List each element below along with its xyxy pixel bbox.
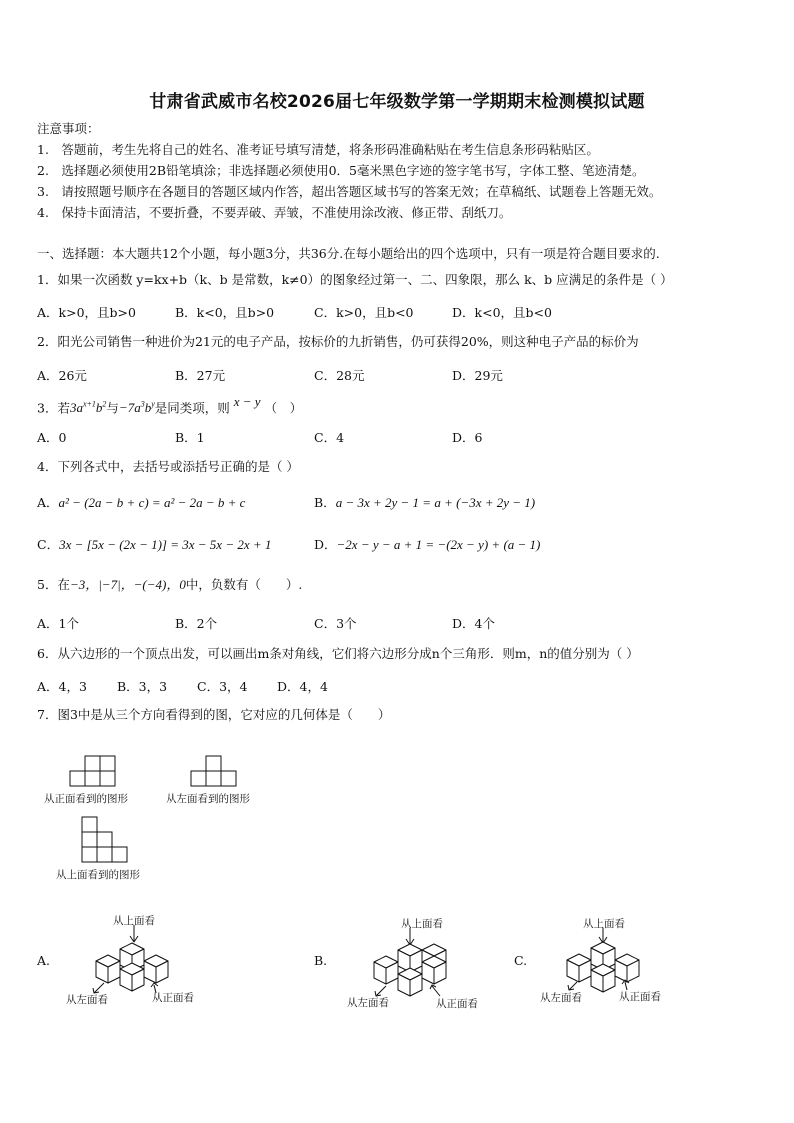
question-1-stem: 1．如果一次函数 y=kx+b（k、b 是常数，k≠0）的图象经过第一、二、四象限，那么 k、b 应满足的条件是（ ） [37, 272, 673, 287]
q2-option-b: B．27元 [175, 368, 226, 383]
notice-item-4: 4. 保持卡面清洁，不要折叠，不要弄破、弄皱，不准使用涂改液、修正带、刮纸刀。 [37, 205, 512, 220]
question-6-stem: 6．从六边形的一个顶点出发，可以画出m条对角线，它们将六边形分成n个三角形．则m，n的值分别为（ ） [37, 646, 639, 661]
q3-mid: 与 [106, 400, 119, 416]
q5-option-d: D．4个 [452, 616, 495, 631]
question-5-stem: 5．在−3，|−7|，−(−4)，0中，负数有（ ）. [37, 577, 303, 592]
q6-option-a: A．4，3 [37, 679, 87, 694]
notice-heading: 注意事项： [37, 121, 100, 136]
q3-stem-pre: 3．若 [37, 400, 70, 416]
notice-item-3: 3. 请按照题号顺序在各题目的答题区域内作答，超出答题区域书写的答案无效；在草稿纸、试题卷上答题无效。 [37, 184, 662, 199]
q7-b-left-label: 从左面看 [347, 997, 389, 1009]
q3-option-d: D．6 [452, 430, 483, 445]
front-view-caption: 从正面看到的图形 [44, 793, 128, 805]
q7-b-top-label: 从上面看 [401, 918, 443, 930]
q2-option-a: A．26元 [37, 368, 87, 383]
q7-option-c-solid [563, 928, 653, 998]
q7-option-a-solid [90, 925, 190, 1000]
q3-option-b: B．1 [175, 430, 205, 445]
q3-term2: $-7a^3b^y$ [118, 400, 155, 416]
q7-c-left-label: 从左面看 [540, 992, 582, 1004]
q3-option-c: C．4 [314, 430, 345, 445]
q1-option-c: C．k>0，且b<0 [314, 305, 414, 320]
notice-item-1: 1. 答题前，考生先将自己的姓名、准考证号填写清楚，将条形码准确粘贴在考生信息条形码粘贴区。 [37, 142, 599, 157]
q1-option-d: D．k<0，且b<0 [452, 305, 552, 320]
q2-option-d: D．29元 [452, 368, 503, 383]
q7-option-c-label: C. [514, 953, 528, 968]
q7-a-front-label: 从正面看 [152, 992, 194, 1004]
q7-option-a-label: A. [37, 953, 51, 968]
q4-option-a: A．a² − (2a − b + c) = a² − 2a − b + c [37, 495, 246, 510]
q3-expr: x − y [233, 394, 261, 410]
q6-option-c: C．3，4 [197, 679, 248, 694]
section-heading: 一、选择题：本大题共12个小题，每小题3分，共36分.在每小题给出的四个选项中，只有一项是符合题目要求的. [37, 246, 660, 261]
q5-option-b: B．2个 [175, 616, 218, 631]
left-view-figure [191, 755, 241, 787]
q6-option-d: D．4，4 [277, 679, 328, 694]
q7-a-top-label: 从上面看 [113, 915, 155, 927]
q7-option-b-solid [370, 928, 470, 1003]
left-view-caption: 从左面看到的图形 [166, 793, 250, 805]
q6-option-b: B．3，3 [117, 679, 168, 694]
q2-option-c: C．28元 [314, 368, 365, 383]
q5-numbers: −3，|−7|，−(−4)，0 [69, 577, 186, 592]
q1-option-b: B．k<0，且b>0 [175, 305, 275, 320]
q3-post: 是同类项，则 [154, 400, 230, 416]
question-4-stem: 4．下列各式中，去括号或添括号正确的是（ ） [37, 459, 299, 474]
top-view-figure [82, 816, 132, 864]
top-view-caption: 从上面看到的图形 [56, 869, 140, 881]
q7-c-front-label: 从正面看 [619, 991, 661, 1003]
question-3-stem [37, 394, 303, 416]
question-7-stem: 7．图3中是从三个方向看得到的图，它对应的几何体是（ ） [37, 707, 391, 722]
q3-tail: （ ） [264, 400, 303, 416]
q7-option-b-label: B. [314, 953, 328, 968]
q3-term1: $3a^{x+1}b^2$ [69, 400, 107, 416]
q4-option-d: D．−2x − y − a + 1 = −(2x − y) + (a − 1) [314, 537, 541, 552]
q7-c-top-label: 从上面看 [583, 918, 625, 930]
front-view-figure [70, 755, 130, 787]
q1-option-a: A．k>0，且b>0 [37, 305, 136, 320]
q5-option-c: C．3个 [314, 616, 357, 631]
q3-option-a: A．0 [37, 430, 67, 445]
question-2-stem: 2．阳光公司销售一种进价为21元的电子产品，按标价的九折销售，仍可获得20%，则这种电子产品的标价为 [37, 334, 639, 349]
q4-option-b: B．a − 3x + 2y − 1 = a + (−3x + 2y − 1) [314, 495, 536, 510]
q5-option-a: A．1个 [37, 616, 79, 631]
q4-option-c: C．3x − [5x − (2x − 1)] = 3x − 5x − 2x + 1 [37, 537, 272, 552]
q7-a-left-label: 从左面看 [66, 994, 108, 1006]
q7-b-front-label: 从正面看 [436, 998, 478, 1010]
notice-item-2: 2. 选择题必须使用2B铅笔填涂；非选择题必须使用0．5毫米黑色字迹的签字笔书写，字体工整、笔迹清楚。 [37, 163, 645, 178]
page-title: 甘肃省武威市名校2026届七年级数学第一学期期末检测模拟试题 [149, 92, 645, 112]
